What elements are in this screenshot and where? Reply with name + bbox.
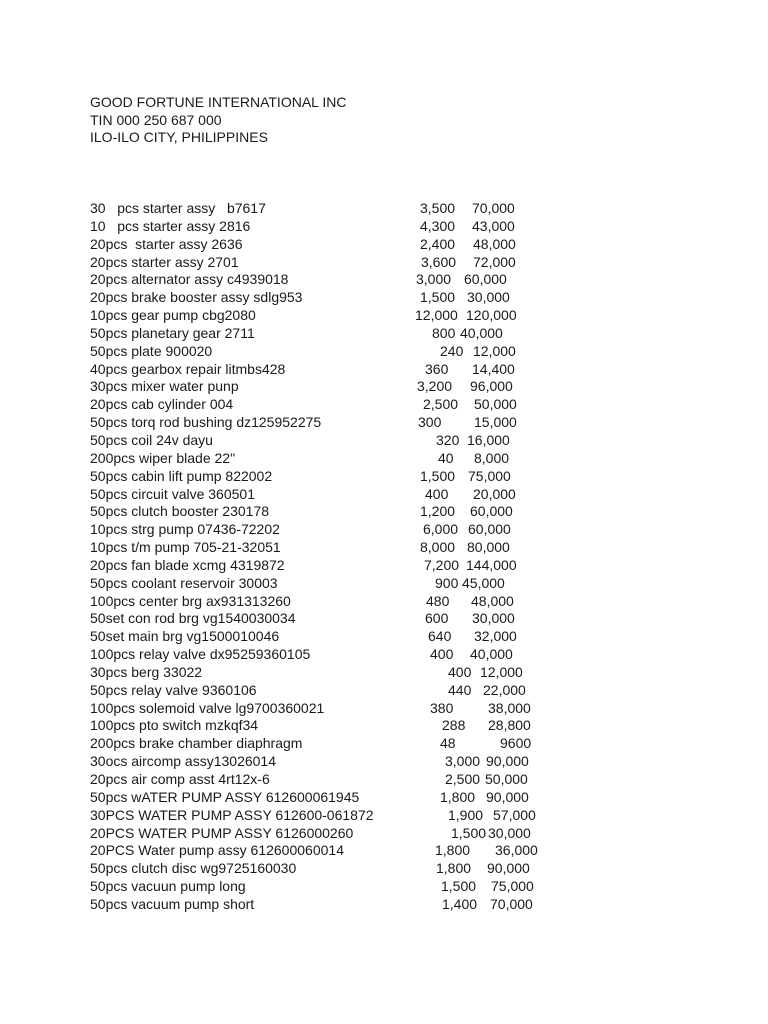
list-item — [90, 771, 550, 789]
item-total: 45,000 — [462, 574, 505, 591]
item-description: 30PCS WATER PUMP ASSY 612600-061872 — [90, 806, 374, 823]
item-description: 50set con rod brg vg1540030034 — [90, 610, 296, 627]
item-description: 30 pcs starter assy b7617 — [90, 200, 266, 216]
item-unit-price: 400 — [425, 485, 449, 502]
item-unit-price: 8,000 — [420, 539, 456, 556]
item-total: 9600 — [500, 735, 532, 752]
item-description: 50pcs planetary gear 2711 — [90, 324, 255, 341]
item-description: 20pcs brake booster assy sdlg953 — [90, 289, 303, 306]
item-total: 60,000 — [468, 521, 511, 538]
item-description: 10pcs t/m pump 705-21-32051 — [90, 539, 281, 556]
item-unit-price: 320 — [436, 431, 460, 448]
item-total: 12,000 — [473, 342, 516, 359]
list-item — [90, 271, 550, 289]
item-unit-price: 1,400 — [442, 895, 478, 912]
item-description: 50pcs relay valve 9360106 — [90, 681, 257, 698]
item-total: 90,000 — [487, 860, 530, 877]
item-description: 20pcs starter assy 2701 — [90, 253, 239, 270]
item-total: 40,000 — [460, 324, 503, 341]
item-total: 70,000 — [472, 200, 515, 216]
item-unit-price: 12,000 — [415, 307, 458, 324]
item-unit-price: 640 — [428, 628, 452, 645]
item-total: 15,000 — [474, 414, 517, 431]
list-item — [90, 753, 550, 771]
list-item — [90, 664, 550, 682]
item-unit-price: 1,800 — [435, 842, 471, 859]
item-description: 50pcs cabin lift pump 822002 — [90, 467, 273, 484]
item-description: 50pcs coolant reservoir 30003 — [90, 574, 278, 591]
company-tin: TIN 000 250 687 000 — [90, 111, 222, 128]
item-total: 72,000 — [473, 253, 516, 270]
list-item — [90, 396, 550, 414]
item-total: 48,000 — [473, 235, 516, 252]
item-total: 50,000 — [474, 396, 517, 413]
item-description: 50pcs torq rod bushing dz125952275 — [90, 414, 322, 431]
item-total: 38,000 — [488, 699, 531, 716]
item-total: 96,000 — [470, 378, 513, 395]
list-item — [90, 450, 550, 468]
item-total: 75,000 — [468, 467, 511, 484]
item-description: 30pcs mixer water punp — [90, 378, 239, 395]
item-description: 50pcs coil 24v dayu — [90, 431, 213, 448]
item-unit-price: 800 — [432, 324, 456, 341]
item-total: 14,400 — [472, 360, 515, 377]
item-unit-price: 1,500 — [420, 289, 456, 306]
item-description: 10 pcs starter assy 2816 — [90, 217, 251, 234]
item-description: 20pcs fan blade xcmg 4319872 — [90, 556, 285, 573]
item-unit-price: 440 — [448, 681, 472, 698]
list-item — [90, 486, 550, 504]
item-unit-price: 2,500 — [423, 396, 459, 413]
item-unit-price: 3,000 — [416, 271, 452, 288]
list-item — [90, 289, 550, 307]
list-item — [90, 842, 550, 860]
list-item — [90, 200, 550, 218]
item-total: 32,000 — [474, 628, 517, 645]
list-item — [90, 896, 550, 914]
list-item — [90, 468, 550, 486]
item-unit-price: 2,400 — [420, 235, 456, 252]
item-description: 50pcs clutch booster 230178 — [90, 503, 270, 520]
item-description: 100pcs center brg ax931313260 — [90, 592, 291, 609]
item-total: 144,000 — [466, 556, 517, 573]
item-description: 20pcs starter assy 2636 — [90, 235, 243, 252]
item-total: 16,000 — [467, 431, 510, 448]
list-item — [90, 628, 550, 646]
list-item — [90, 807, 550, 825]
item-unit-price: 288 — [442, 717, 466, 734]
item-unit-price: 900 — [435, 574, 459, 591]
list-item — [90, 878, 550, 896]
item-unit-price: 400 — [430, 646, 454, 663]
list-item — [90, 539, 550, 557]
list-item — [90, 610, 550, 628]
list-item — [90, 378, 550, 396]
item-description: 20PCS Water pump assy 612600060014 — [90, 842, 344, 859]
item-unit-price: 4,300 — [420, 217, 456, 234]
list-item — [90, 307, 550, 325]
item-total: 43,000 — [472, 217, 515, 234]
item-total: 8,000 — [474, 449, 510, 466]
item-total: 50,000 — [485, 771, 528, 787]
item-description: 10pcs strg pump 07436-72202 — [90, 521, 280, 538]
item-total: 120,000 — [466, 307, 517, 324]
item-total: 48,000 — [471, 592, 514, 609]
item-description: 50pcs vacuum pump short — [90, 895, 255, 912]
list-item — [90, 717, 550, 735]
list-item — [90, 557, 550, 575]
item-unit-price: 40 — [438, 449, 454, 466]
item-unit-price: 1,900 — [448, 806, 484, 823]
list-item — [90, 432, 550, 450]
list-item — [90, 789, 550, 807]
item-unit-price: 7,200 — [424, 556, 460, 573]
list-item — [90, 860, 550, 878]
list-item — [90, 682, 550, 700]
item-unit-price: 2,500 — [445, 771, 481, 787]
item-list — [90, 200, 550, 914]
item-unit-price: 6,000 — [423, 521, 459, 538]
item-description: 20pcs cab cylinder 004 — [90, 396, 234, 413]
item-description: 20pcs air comp asst 4rt12x-6 — [90, 771, 270, 787]
list-item — [90, 254, 550, 272]
item-total: 12,000 — [480, 663, 523, 680]
item-total: 90,000 — [486, 753, 529, 770]
item-total: 75,000 — [491, 878, 534, 895]
item-total: 22,000 — [483, 681, 526, 698]
item-description: 20PCS WATER PUMP ASSY 6126000260 — [90, 824, 354, 841]
item-unit-price: 1,500 — [451, 824, 487, 841]
item-unit-price: 380 — [430, 699, 454, 716]
list-item — [90, 236, 550, 254]
list-item — [90, 218, 550, 236]
item-unit-price: 1,200 — [420, 503, 456, 520]
list-item — [90, 414, 550, 432]
item-total: 57,000 — [493, 806, 536, 823]
item-description: 100pcs pto switch mzkqf34 — [90, 717, 259, 734]
item-description: 30pcs berg 33022 — [90, 663, 203, 680]
item-description: 10pcs gear pump cbg2080 — [90, 307, 256, 324]
item-unit-price: 1,500 — [420, 467, 456, 484]
item-description: 200pcs brake chamber diaphragm — [90, 735, 303, 752]
list-item — [90, 593, 550, 611]
list-item — [90, 343, 550, 361]
list-item — [90, 361, 550, 379]
item-unit-price: 600 — [425, 610, 449, 627]
item-unit-price: 48 — [440, 735, 456, 752]
item-description: 40pcs gearbox repair litmbs428 — [90, 360, 286, 377]
item-description: 50pcs wATER PUMP ASSY 612600061945 — [90, 788, 360, 805]
item-description: 100pcs solemoid valve lg9700360021 — [90, 699, 325, 716]
item-total: 30,000 — [488, 824, 531, 841]
item-total: 30,000 — [472, 610, 515, 627]
item-unit-price: 300 — [418, 414, 442, 431]
company-name: GOOD FORTUNE INTERNATIONAL INC — [90, 94, 347, 110]
list-item — [90, 325, 550, 343]
item-total: 90,000 — [486, 788, 529, 805]
company-header — [90, 94, 346, 147]
item-unit-price: 400 — [448, 663, 472, 680]
item-total: 60,000 — [470, 503, 513, 520]
item-total: 80,000 — [467, 539, 510, 556]
item-unit-price: 3,000 — [445, 753, 481, 770]
item-unit-price: 3,200 — [417, 378, 453, 395]
item-unit-price: 360 — [425, 360, 449, 377]
item-description: 30ocs aircomp assy13026014 — [90, 753, 277, 770]
item-total: 70,000 — [490, 895, 533, 912]
item-unit-price: 240 — [440, 342, 464, 359]
item-unit-price: 1,800 — [436, 860, 472, 877]
item-description: 50pcs circuit valve 360501 — [90, 485, 255, 502]
item-unit-price: 1,800 — [440, 788, 476, 805]
item-description: 200pcs wiper blade 22" — [90, 449, 236, 466]
item-total: 60,000 — [464, 271, 507, 288]
item-unit-price: 480 — [426, 592, 450, 609]
item-total: 20,000 — [473, 485, 516, 502]
item-total: 28,800 — [488, 717, 531, 734]
item-total: 40,000 — [470, 646, 513, 663]
company-address: ILO-ILO CITY, PHILIPPINES — [90, 129, 268, 145]
list-item — [90, 735, 550, 753]
list-item — [90, 700, 550, 718]
item-description: 50pcs plate 900020 — [90, 342, 213, 359]
item-description: 100pcs relay valve dx95259360105 — [90, 646, 311, 663]
list-item — [90, 646, 550, 664]
item-unit-price: 1,500 — [441, 878, 477, 895]
item-description: 20pcs alternator assy c4939018 — [90, 271, 289, 288]
item-description: 50pcs clutch disc wg9725160030 — [90, 860, 297, 877]
list-item — [90, 503, 550, 521]
item-description: 50set main brg vg1500010046 — [90, 628, 280, 645]
item-description: 50pcs vacuun pump long — [90, 878, 246, 895]
item-total: 36,000 — [495, 842, 538, 859]
item-unit-price: 3,500 — [420, 200, 456, 216]
item-unit-price: 3,600 — [421, 253, 457, 270]
list-item — [90, 521, 550, 539]
list-item — [90, 825, 550, 843]
list-item — [90, 575, 550, 593]
item-total: 30,000 — [467, 289, 510, 306]
